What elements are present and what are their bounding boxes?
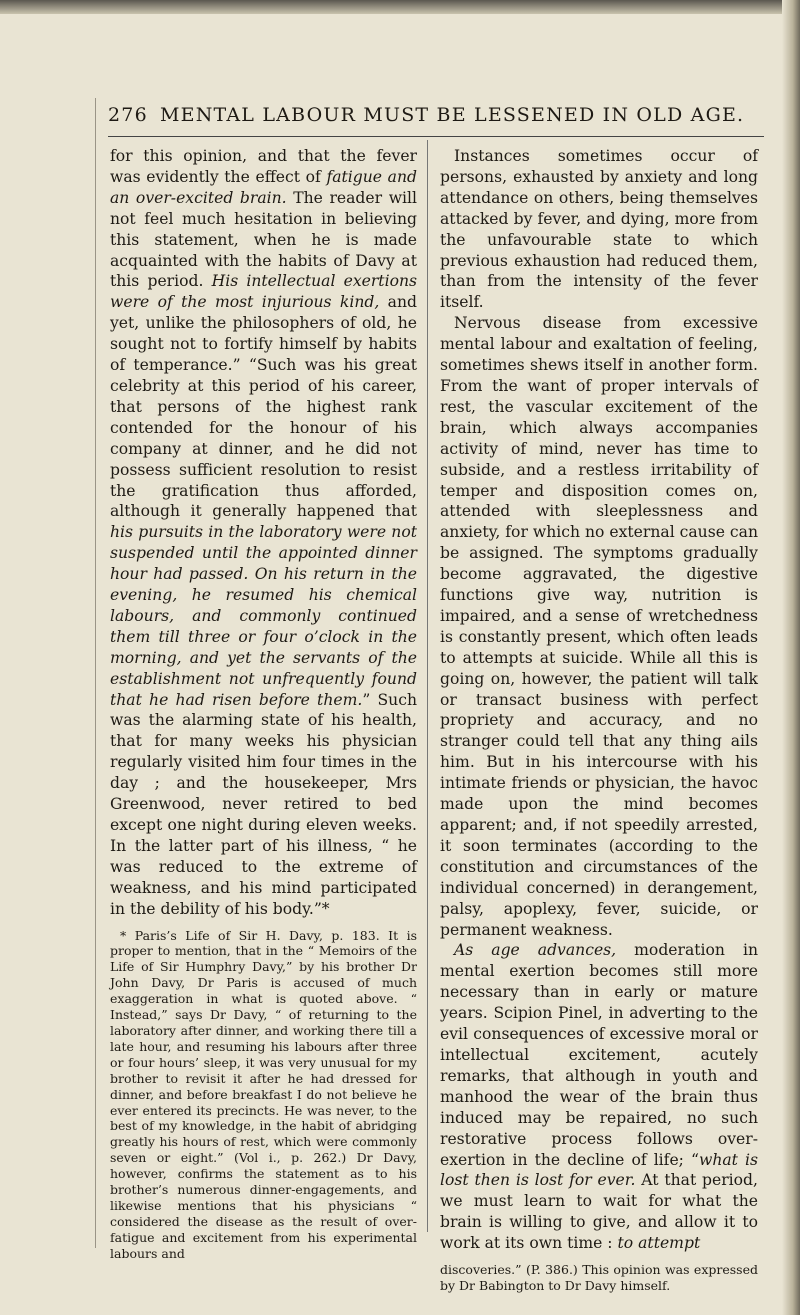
header-rule: [108, 136, 764, 137]
text-run: Nervous disease from excessive mental labour and exaltation of feeling, sometimes shews itself in another form. From the want of proper intervals of rest, the vascular excitement of the brain, which always accompanies activity of mind, never has time to subside, and a restless irritability of temper and disposition comes on, attended with sleeplessness and anxiety, for which no external cause can be assigned. The symptoms gradually become aggravated, the digestive functions give way, nutrition is impaired, and a sense of wretchedness is constantly present, which often leads to attempts at suicide. While all this is going on, however, the patient will talk or transact business with perfect propriety and accuracy, and no stranger could tell that any thing ails him. But in his intercourse with his intimate friends or physician, the havoc made upon the mind becomes apparent; and, if not speedily arrested, it soon terminates (according to the constitution and circumstances of the individual concerned) in derangement, palsy, apoplexy, fever, suicide, or permanent weakness.: [440, 314, 758, 939]
text-run: The reader will not feel much hesitation in believing this statement, when he is made acquainted with the habits of Davy at this period.: [110, 188, 417, 291]
italic-text-run: his pursuits in the laboratory were not suspended until the appointed dinner hour had passed. On his return in the evening, he resumed his chemical labours, and commonly continued them till three or four o’clock in the morning, and yet the servants of the establishment not unfrequently found that he had risen before them.: [110, 523, 417, 709]
page-top-shadow: [0, 0, 800, 14]
text-run: ” Such was the alarming state of his health, that for many weeks his physician regularly visited him four times in the day ; and the housekeeper, Mrs Greenwood, never retired to bed except one night during eleven weeks. In the latter part of his illness, “ he was reduced to the extreme of weakness, and his mind participated in the debility of his body.”*: [110, 690, 417, 918]
page-binding-edge: [782, 0, 800, 1315]
left-paragraph-1: [110, 146, 417, 920]
right-column: [440, 146, 758, 1294]
column-divider: [427, 140, 428, 1232]
text-run: moderation in mental exertion becomes still more necessary than in early or mature years. Scipion Pinel, in adverting to the evil consequences of excessive moral or intellectual excitement, acutely remarks, that although in youth and manhood the wear of the brain thus induced may be repaired, no such restorative process follows over-exertion in the decline of life; “: [440, 941, 758, 1169]
text-run: and yet, unlike the philosophers of old, he sought not to fortify himself by habits of temperance.” “Such was his great celebrity at this period of his career, that persons of the highest rank contended for the honour of his company at dinner, and he did not possess sufficient resolution to resist the gratification thus afforded, although it generally happened that: [110, 293, 417, 521]
italic-text-run: what is lost then is lost for ever.: [440, 1150, 759, 1190]
italic-text-run: As age advances,: [454, 941, 617, 960]
footnote: [110, 928, 417, 1262]
footnote-continuation-text: discoveries.” (P. 386.) This opinion was expressed by Dr Babington to Dr Davy himself.: [440, 1262, 758, 1293]
margin-rule: [95, 98, 96, 1248]
right-paragraph-2: [440, 313, 758, 940]
footnote-continuation: [440, 1262, 758, 1294]
italic-text-run: fatigue and an over-excited brain.: [110, 167, 417, 207]
italic-text-run: to attempt: [617, 1234, 701, 1253]
page-number: 276: [108, 104, 148, 126]
text-run: Instances sometimes occur of persons, exhausted by anxiety and long attendance on others, being themselves attacked by fever, and dying, more from the unfavourable state to which previous exhaustion had reduced them, than from the intensity of the fever itself.: [440, 147, 758, 312]
text-run: for this opinion, and that the fever was evidently the effect of: [110, 147, 417, 186]
left-column: [110, 146, 417, 1262]
right-paragraph-1: [440, 146, 758, 313]
text-run: At that period, we must learn to wait for what the brain is willing to give, and allow it to work at its own time :: [440, 1171, 758, 1253]
italic-text-run: His intellectual exertions were of the most injurious kind,: [110, 272, 417, 312]
running-header: [108, 104, 763, 134]
footnote-text: * Paris’s Life of Sir H. Davy, p. 183. It is proper to mention, that in the “ Memoirs of the Life of Sir Humphry Davy,” by his brother Dr John Davy, Dr Paris is accused of much exaggeration in what is quoted above. “ Instead,” says Dr Davy, “ of returning to the laboratory after dinner, and working there till a late hour, and resuming his labours after three or four hours’ sleep, it was very unusual for my brother to revisit it after he had dressed for dinner, and before breakfast I do not believe he ever entered its precincts. He was never, to the best of my knowledge, in the habit of abridging greatly his hours of rest, which were commonly seven or eight.” (Vol i., p. 262.) Dr Davy, however, confirms the statement as to his brother’s numerous dinner-engagements, and likewise mentions that his physicians “ considered the disease as the result of over-fatigue and excitement from his experimental labours and: [110, 927, 417, 1261]
running-title: MENTAL LABOUR MUST BE LESSENED IN OLD AGE.: [160, 104, 745, 126]
right-paragraph-3: [440, 940, 758, 1254]
